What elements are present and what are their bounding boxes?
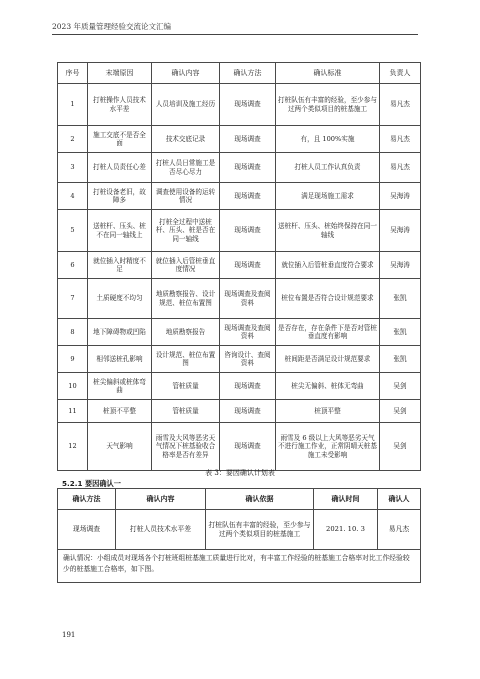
cell-standard: 桩位布置是否符合设计规范要求 — [276, 279, 380, 319]
cell-no: 8 — [58, 319, 88, 346]
header-method: 确认方法 — [58, 489, 116, 510]
cell-method: 现场调查及查阅资料 — [220, 279, 276, 319]
table-row — [58, 210, 421, 252]
cell-content: 管桩质量 — [152, 400, 220, 423]
cell-owner: 吴剑 — [380, 423, 421, 471]
cell-content: 地质勘察报告、设计规范、桩位布置图 — [152, 279, 220, 319]
cell-owner: 易凡杰 — [380, 84, 421, 126]
header-standard: 确认标准 — [276, 63, 380, 84]
confirmation-text: 确认情况：小组成员对现场各个打桩班组桩基施工质量进行比对，有丰富工作经验的桩基施工合格率对比工作经验较少的桩基施工合格率，如下图。 — [58, 550, 421, 583]
table-row — [58, 84, 421, 126]
cell-owner: 吴海涛 — [380, 252, 421, 279]
cell-no: 3 — [58, 153, 88, 183]
cell-owner: 易凡杰 — [380, 126, 421, 153]
cell-content: 就位插入后管桩垂直度情况 — [152, 252, 220, 279]
header-basis: 确认依据 — [206, 489, 314, 510]
table-row — [58, 279, 421, 319]
cell-owner: 张凯 — [380, 346, 421, 373]
cell-content: 技术交底记录 — [152, 126, 220, 153]
cell-standard: 雨雪及 6 级以上大风等恶劣天气不进行施工作业，正常阴晴天桩基施工未受影响 — [276, 423, 380, 471]
cell-person: 易凡杰 — [378, 510, 421, 550]
page-number: 191 — [62, 631, 76, 639]
header-cause: 末端原因 — [88, 63, 152, 84]
cell-content: 设计规范、桩位布置图 — [152, 346, 220, 373]
table-header-row — [58, 63, 421, 84]
table-row — [58, 373, 421, 400]
cell-method: 现场调查 — [220, 210, 276, 252]
table-row — [58, 183, 421, 210]
cell-basis: 打桩队伍有丰富的经验，至少参与过两个类似项目的桩基施工 — [206, 510, 314, 550]
header-content: 确认内容 — [116, 489, 206, 510]
table-row — [58, 346, 421, 373]
cell-owner: 张凯 — [380, 319, 421, 346]
cell-cause: 桩尖偏斜或桩体弯曲 — [88, 373, 152, 400]
table-header-row — [58, 489, 421, 510]
cell-content: 打桩人员技术水平差 — [116, 510, 206, 550]
cell-method: 现场调查 — [220, 153, 276, 183]
cell-cause: 施工交底不是否全面 — [88, 126, 152, 153]
cell-standard: 打桩人员工作认真负责 — [276, 153, 380, 183]
table-row — [58, 252, 421, 279]
header-owner: 负责人 — [380, 63, 421, 84]
cell-owner: 吴剑 — [380, 373, 421, 400]
cell-cause: 土质硬度不均匀 — [88, 279, 152, 319]
cell-cause: 相邻送桩孔影响 — [88, 346, 152, 373]
cell-content: 雨雪及大风等恶劣天气情况下桩基验收合格率是否有差异 — [152, 423, 220, 471]
cell-owner: 易凡杰 — [380, 153, 421, 183]
cell-owner: 吴海涛 — [380, 210, 421, 252]
cell-standard: 桩顶平整 — [276, 400, 380, 423]
cell-no: 4 — [58, 183, 88, 210]
cell-content: 打桩人员日常施工是否尽心尽力 — [152, 153, 220, 183]
cell-standard: 打桩队伍有丰富的经验，至少参与过两个类似项目的桩基施工 — [276, 84, 380, 126]
table-row — [58, 423, 421, 471]
cell-owner: 吴剑 — [380, 400, 421, 423]
key-cause-plan-table — [57, 62, 421, 471]
cell-method: 现场调查 — [220, 126, 276, 153]
header-person: 确认人 — [378, 489, 421, 510]
header-divider — [52, 34, 418, 35]
cell-no: 11 — [58, 400, 88, 423]
cell-no: 10 — [58, 373, 88, 400]
cell-owner: 吴海涛 — [380, 183, 421, 210]
cell-method: 现场调查 — [220, 373, 276, 400]
header-no: 序号 — [58, 63, 88, 84]
cell-standard: 桩尖无偏斜、桩体无弯曲 — [276, 373, 380, 400]
cell-no: 6 — [58, 252, 88, 279]
cell-standard: 是否存在，存在条件下是否对管桩垂直度有影响 — [276, 319, 380, 346]
cell-owner: 张凯 — [380, 279, 421, 319]
cell-method: 现场调查 — [58, 510, 116, 550]
table-row — [58, 400, 421, 423]
cell-standard: 桩间距是否满足设计规范要求 — [276, 346, 380, 373]
cell-standard: 就位插入后管桩垂直度符合要求 — [276, 252, 380, 279]
page-header-title: 2023 年质量管理经验交流论文汇编 — [52, 22, 171, 31]
header-time: 确认时间 — [314, 489, 378, 510]
cell-method: 咨询设计、查阅资料 — [220, 346, 276, 373]
cell-time: 2021. 10. 3 — [314, 510, 378, 550]
cell-standard: 有，且 100%实施 — [276, 126, 380, 153]
header-method: 确认方法 — [220, 63, 276, 84]
cell-content: 调查使用设备的运转情况 — [152, 183, 220, 210]
cell-method: 现场调查 — [220, 423, 276, 471]
cell-cause: 打桩操作人员技术水平差 — [88, 84, 152, 126]
confirmation-row — [58, 550, 421, 583]
cell-no: 1 — [58, 84, 88, 126]
section-title: 5.2.1 要因确认一 — [62, 479, 121, 488]
table-row — [58, 319, 421, 346]
cell-content: 管桩质量 — [152, 373, 220, 400]
table-row — [58, 126, 421, 153]
cell-method: 现场调查及查阅资料 — [220, 319, 276, 346]
table-row — [58, 510, 421, 550]
cell-cause: 送桩杆、压头、桩不在同一轴线上 — [88, 210, 152, 252]
cell-no: 9 — [58, 346, 88, 373]
cell-cause: 就位插入时精度不足 — [88, 252, 152, 279]
cell-cause: 天气影响 — [88, 423, 152, 471]
cell-standard: 满足现场施工需求 — [276, 183, 380, 210]
cell-method: 现场调查 — [220, 400, 276, 423]
cell-cause: 打桩人员责任心差 — [88, 153, 152, 183]
cell-method: 现场调查 — [220, 84, 276, 126]
cell-cause: 打桩设备老旧，故障多 — [88, 183, 152, 210]
cell-cause: 桩顶不平整 — [88, 400, 152, 423]
cell-no: 5 — [58, 210, 88, 252]
cell-method: 现场调查 — [220, 252, 276, 279]
cell-content: 人员培训及施工经历 — [152, 84, 220, 126]
cell-no: 12 — [58, 423, 88, 471]
table-caption: 表 3：要因确认计划表 — [205, 469, 275, 477]
cell-cause: 地下障碍物或凹陷 — [88, 319, 152, 346]
cell-no: 2 — [58, 126, 88, 153]
cell-content: 地质勘察报告 — [152, 319, 220, 346]
cell-standard: 送桩杆、压头、桩始终保持在同一轴线 — [276, 210, 380, 252]
cell-content: 打桩全过程中送桩杆、压头、桩是否在同一轴线 — [152, 210, 220, 252]
cell-method: 现场调查 — [220, 183, 276, 210]
table-row — [58, 153, 421, 183]
key-cause-confirmation-table — [57, 488, 421, 583]
header-content: 确认内容 — [152, 63, 220, 84]
cell-no: 7 — [58, 279, 88, 319]
